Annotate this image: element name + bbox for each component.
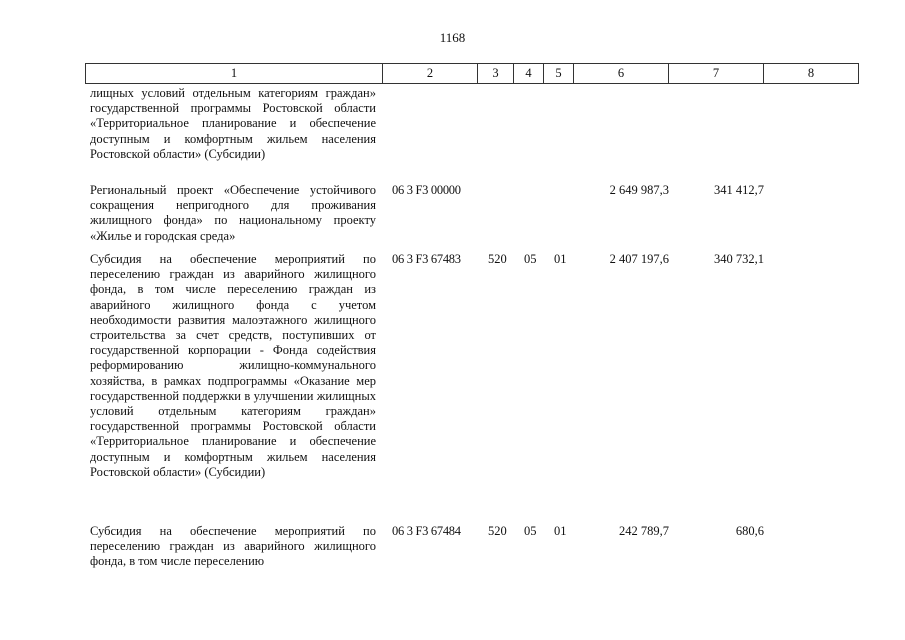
column-header-6: 6 (574, 64, 669, 84)
row-value-col5: 01 (554, 524, 567, 538)
column-header-5: 5 (544, 64, 574, 84)
row-value-col7: 341 412,7 (714, 183, 764, 197)
row-value-col4: 05 (524, 252, 537, 266)
row-description: Субсидия на обеспечение мероприятий по переселению граждан из аварийного жилищного фонда, в том числе переселению граждан из аварийного жилищного фонда с учетом необходимости развития малоэтажного жилищного строительства за счет средств, поступивших от государственной корпорации - Фонда содействия реформированию жилищно-коммунального хозяйства, в рамках подпрограммы «Оказание мер государственной поддержки в улучшении жилищных условий отдельным категориям граждан» государственной программы Ростовской области «Территориальное планирование и обеспечение доступным и комфортным жильем населения Ростовской области» (Субсидии) (90, 252, 376, 479)
row-value-col4: 05 (524, 524, 537, 538)
table-row (90, 524, 870, 574)
column-header-2: 2 (383, 64, 478, 84)
column-header-1: 1 (86, 64, 383, 84)
row-description: Субсидия на обеспечение мероприятий по переселению граждан из аварийного жилищного фонда, в том числе переселению (90, 524, 376, 569)
page-number: 1168 (439, 30, 466, 45)
row-code: 06 3 F3 67484 (392, 524, 461, 538)
row-value-col7: 680,6 (735, 524, 764, 538)
table-header (85, 63, 859, 84)
row-description: Региональный проект «Обеспечение устойчивого сокращения непригодного для проживания жилищного фонда» по национальному проекту «Жилье и городская среда» (90, 183, 376, 243)
table-row (90, 183, 870, 252)
row-value-col3: 520 (488, 252, 507, 266)
column-header-3: 3 (478, 64, 514, 84)
row-description: лищных условий отдельным категориям граждан» государственной программы Ростовской области «Территориальное планирование и обеспечение доступным и комфортным жильем населения Ростовской области» (Субсидии) (90, 86, 376, 161)
row-value-col3: 520 (488, 524, 507, 538)
column-header-8: 8 (764, 64, 859, 84)
row-code: 06 3 F3 67483 (392, 252, 461, 266)
table-row (90, 252, 870, 524)
row-value-col6: 2 407 197,6 (609, 252, 669, 266)
row-value-col7: 340 732,1 (714, 252, 764, 266)
table-body (90, 86, 870, 574)
table-row (90, 86, 870, 183)
column-header-4: 4 (514, 64, 544, 84)
row-value-col5: 01 (554, 252, 567, 266)
row-code: 06 3 F3 00000 (392, 183, 461, 197)
row-value-col6: 242 789,7 (619, 524, 669, 538)
row-value-col6: 2 649 987,3 (609, 183, 669, 197)
column-header-7: 7 (669, 64, 764, 84)
